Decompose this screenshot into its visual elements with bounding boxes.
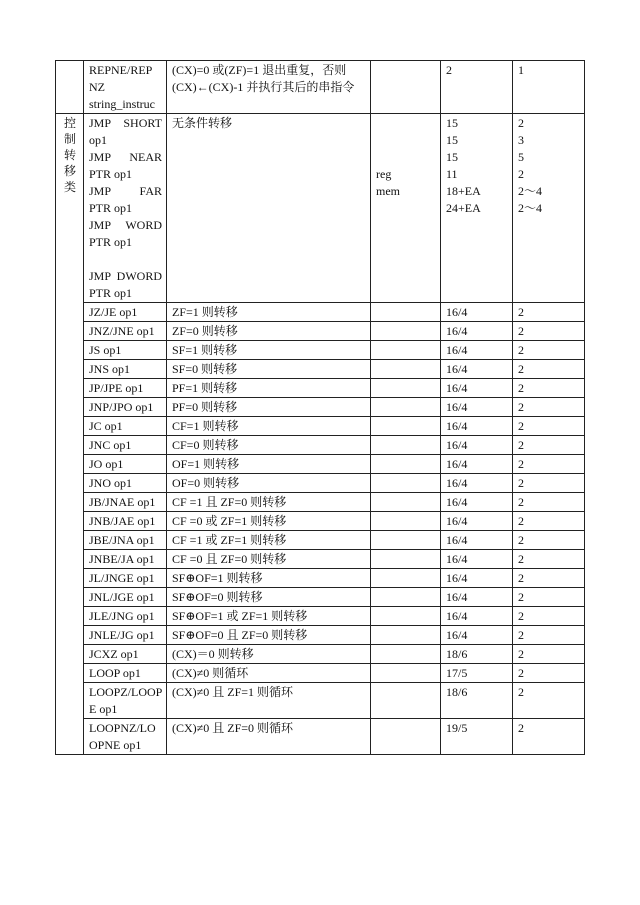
instruction-name-part: op1 xyxy=(89,133,107,147)
bytes-line: 2～4 xyxy=(518,201,543,215)
cycles-cell: 16/4 xyxy=(441,360,513,379)
cycles-cell: 18/6 xyxy=(441,683,513,719)
table-row xyxy=(56,664,585,683)
instruction-name-cell: JBE/JNA op1 xyxy=(84,531,167,550)
instruction-name-line: string_instruc xyxy=(89,97,155,111)
table-row-repne xyxy=(56,61,585,114)
instruction-name-cell xyxy=(84,683,167,719)
bytes-cell: 2 xyxy=(513,626,585,645)
table-row xyxy=(56,322,585,341)
table-row xyxy=(56,512,585,531)
operand-cell xyxy=(371,719,441,755)
cycles-cell: 16/4 xyxy=(441,322,513,341)
instruction-name-part: PTR op1 xyxy=(89,286,133,300)
cycles-cell: 16/4 xyxy=(441,417,513,436)
bytes-cell: 2 xyxy=(513,341,585,360)
instruction-name-cell: JNL/JGE op1 xyxy=(84,588,167,607)
instruction-name-cell: JNBE/JA op1 xyxy=(84,550,167,569)
instruction-name-line xyxy=(89,234,162,251)
instruction-name-cell: JS op1 xyxy=(84,341,167,360)
description-cell: CF =1 或 ZF=1 则转移 xyxy=(167,531,371,550)
bytes-cell: 2 xyxy=(513,303,585,322)
bytes-cell: 1 xyxy=(513,61,585,114)
cycles-cell: 16/4 xyxy=(441,512,513,531)
instruction-name-part: PTR op1 xyxy=(89,167,133,181)
bytes-cell: 2 xyxy=(513,398,585,417)
instruction-name-part: JMP xyxy=(89,269,112,283)
description-cell: PF=0 则转移 xyxy=(167,398,371,417)
instruction-name-line xyxy=(89,132,162,149)
cycles-cell: 16/4 xyxy=(441,550,513,569)
operand-cell xyxy=(371,683,441,719)
description-cell: SF⊕OF=1 或 ZF=1 则转移 xyxy=(167,607,371,626)
instruction-name-line xyxy=(89,115,162,132)
description-line: (CX)←(CX)-1 并执行其后的串指令 xyxy=(172,80,355,94)
instruction-table xyxy=(55,60,585,755)
operand-cell xyxy=(371,341,441,360)
bytes-cell: 2 xyxy=(513,455,585,474)
cycles-cell: 19/5 xyxy=(441,719,513,755)
description-cell: PF=1 则转移 xyxy=(167,379,371,398)
table-row xyxy=(56,607,585,626)
instruction-name-cell: JB/JNAE op1 xyxy=(84,493,167,512)
table-row xyxy=(56,436,585,455)
instruction-name-cell: JNB/JAE op1 xyxy=(84,512,167,531)
bytes-cell: 2 xyxy=(513,531,585,550)
instruction-name-cell: JP/JPE op1 xyxy=(84,379,167,398)
operand-cell xyxy=(371,61,441,114)
cycles-cell: 16/4 xyxy=(441,493,513,512)
instruction-name-part: JMP xyxy=(89,184,112,198)
table-row xyxy=(56,360,585,379)
operand-cell xyxy=(371,398,441,417)
operand-cell xyxy=(371,645,441,664)
instruction-name-cell: JNLE/JG op1 xyxy=(84,626,167,645)
instruction-name-part: JMP xyxy=(89,150,112,164)
instruction-name-cell: JZ/JE op1 xyxy=(84,303,167,322)
cycles-line: 15 xyxy=(446,150,458,164)
bytes-cell: 2 xyxy=(513,436,585,455)
instruction-name-cell: JC op1 xyxy=(84,417,167,436)
bytes-cell: 2 xyxy=(513,360,585,379)
category-char: 类 xyxy=(63,180,76,194)
bytes-cell: 2 xyxy=(513,550,585,569)
description-cell: SF=1 则转移 xyxy=(167,341,371,360)
instruction-name-line: LOOPNZ/LO xyxy=(89,721,156,735)
operand-cell xyxy=(371,455,441,474)
operand-cell xyxy=(371,493,441,512)
bytes-cell: 2 xyxy=(513,379,585,398)
blank-line xyxy=(89,251,162,268)
instruction-name-part: JMP xyxy=(89,218,112,232)
cycles-cell: 16/4 xyxy=(441,303,513,322)
category-char: 移 xyxy=(63,164,76,178)
instruction-name-line xyxy=(89,268,162,285)
description-cell: 无条件转移 xyxy=(167,114,371,303)
cycles-line: 11 xyxy=(446,167,458,181)
instruction-name-line xyxy=(89,200,162,217)
cycles-cell: 16/4 xyxy=(441,474,513,493)
operand-cell xyxy=(371,379,441,398)
description-cell: (CX)≠0 则循环 xyxy=(167,664,371,683)
bytes-line: 5 xyxy=(518,150,524,164)
cycles-cell: 16/4 xyxy=(441,569,513,588)
operand-line: mem xyxy=(376,184,400,198)
description-cell: OF=1 则转移 xyxy=(167,455,371,474)
bytes-cell: 2 xyxy=(513,645,585,664)
description-cell: CF =0 且 ZF=0 则转移 xyxy=(167,550,371,569)
bytes-cell: 2 xyxy=(513,664,585,683)
instruction-name-cell: JLE/JNG op1 xyxy=(84,607,167,626)
description-cell: OF=0 则转移 xyxy=(167,474,371,493)
instruction-name-part: JMP xyxy=(89,116,112,130)
instruction-name-part: WORD xyxy=(125,218,162,232)
cycles-cell: 17/5 xyxy=(441,664,513,683)
description-cell: SF⊕OF=0 且 ZF=0 则转移 xyxy=(167,626,371,645)
table-row xyxy=(56,379,585,398)
instruction-name-part: PTR op1 xyxy=(89,235,133,249)
operand-cell xyxy=(371,607,441,626)
bytes-cell: 2 xyxy=(513,607,585,626)
operand-cell xyxy=(371,569,441,588)
category-char: 制 xyxy=(63,132,76,146)
bytes-cell: 2 xyxy=(513,474,585,493)
operand-cell xyxy=(371,303,441,322)
table-row xyxy=(56,588,585,607)
description-cell: CF=1 则转移 xyxy=(167,417,371,436)
operand-cell xyxy=(371,436,441,455)
instruction-name-cell: JNC op1 xyxy=(84,436,167,455)
instruction-name-cell: JO op1 xyxy=(84,455,167,474)
operand-cell xyxy=(371,512,441,531)
description-cell: CF =0 或 ZF=1 则转移 xyxy=(167,512,371,531)
cycles-cell: 16/4 xyxy=(441,626,513,645)
table-row xyxy=(56,417,585,436)
operand-line xyxy=(376,115,436,132)
table-row xyxy=(56,474,585,493)
table-row-jmp xyxy=(56,114,585,303)
bytes-cell: 2 xyxy=(513,493,585,512)
bytes-cell: 2 xyxy=(513,417,585,436)
instruction-name-line xyxy=(89,183,162,200)
table-row xyxy=(56,493,585,512)
cycles-cell: 16/4 xyxy=(441,379,513,398)
operand-cell xyxy=(371,360,441,379)
instruction-name-cell: JNP/JPO op1 xyxy=(84,398,167,417)
operand-line xyxy=(376,132,436,149)
category-cell-empty xyxy=(56,61,84,114)
instruction-name-line xyxy=(89,166,162,183)
operand-cell xyxy=(371,588,441,607)
cycles-cell: 16/4 xyxy=(441,341,513,360)
operand-line xyxy=(376,149,436,166)
bytes-cell: 2 xyxy=(513,569,585,588)
category-char: 转 xyxy=(63,148,76,162)
instruction-name-part: FAR xyxy=(139,184,162,198)
cycles-cell: 18/6 xyxy=(441,645,513,664)
instruction-name-part: NEAR xyxy=(129,150,162,164)
bytes-cell: 2 xyxy=(513,322,585,341)
description-line: (CX)=0 或(ZF)=1 退出重复，否则 xyxy=(172,63,347,77)
table-row xyxy=(56,626,585,645)
description-cell: (CX)≠0 且 ZF=0 则循环 xyxy=(167,719,371,755)
instruction-name-cell xyxy=(84,719,167,755)
table-row xyxy=(56,683,585,719)
cycles-cell xyxy=(441,114,513,303)
cycles-line: 18+EA xyxy=(446,184,481,198)
bytes-cell: 2 xyxy=(513,588,585,607)
instruction-name-part: DWORD xyxy=(116,269,162,283)
cycles-line: 15 xyxy=(446,133,458,147)
instruction-name-cell: JL/JNGE op1 xyxy=(84,569,167,588)
cycles-cell: 16/4 xyxy=(441,398,513,417)
instruction-name-line: E op1 xyxy=(89,702,118,716)
table-row xyxy=(56,719,585,755)
instruction-name-cell: JNO op1 xyxy=(84,474,167,493)
bytes-line: 2～4 xyxy=(518,184,543,198)
instruction-name-cell: JNS op1 xyxy=(84,360,167,379)
description-cell: (CX)≠0 且 ZF=1 则循环 xyxy=(167,683,371,719)
description-cell: CF =1 且 ZF=0 则转移 xyxy=(167,493,371,512)
cycles-line: 24+EA xyxy=(446,201,481,215)
table-row xyxy=(56,645,585,664)
table-row xyxy=(56,341,585,360)
description-cell xyxy=(167,61,371,114)
instruction-name-cell xyxy=(84,61,167,114)
bytes-line: 2 xyxy=(518,116,524,130)
description-cell: ZF=1 则转移 xyxy=(167,303,371,322)
instruction-name-line: OPNE op1 xyxy=(89,738,142,752)
instruction-name-part: SHORT xyxy=(123,116,162,130)
operand-cell xyxy=(371,531,441,550)
cycles-cell: 16/4 xyxy=(441,531,513,550)
table-row xyxy=(56,550,585,569)
bytes-cell: 2 xyxy=(513,683,585,719)
category-char: 控 xyxy=(63,116,76,130)
cycles-cell: 2 xyxy=(441,61,513,114)
bytes-line: 3 xyxy=(518,133,524,147)
operand-cell xyxy=(371,626,441,645)
cycles-line: 15 xyxy=(446,116,458,130)
description-cell: SF⊕OF=1 则转移 xyxy=(167,569,371,588)
table-row xyxy=(56,455,585,474)
operand-cell xyxy=(371,417,441,436)
bytes-line: 2 xyxy=(518,167,524,181)
table-row xyxy=(56,398,585,417)
operand-cell xyxy=(371,322,441,341)
operand-cell xyxy=(371,664,441,683)
cycles-cell: 16/4 xyxy=(441,436,513,455)
instruction-name-cell: JCXZ op1 xyxy=(84,645,167,664)
description-cell: SF=0 则转移 xyxy=(167,360,371,379)
instruction-name-line xyxy=(89,217,162,234)
instruction-name-part: PTR op1 xyxy=(89,201,133,215)
operand-cell xyxy=(371,474,441,493)
instruction-name-cell xyxy=(84,114,167,303)
cycles-cell: 16/4 xyxy=(441,588,513,607)
description-cell: (CX)＝0 则转移 xyxy=(167,645,371,664)
instruction-table-body xyxy=(56,61,585,755)
cycles-cell: 16/4 xyxy=(441,607,513,626)
operand-line: reg xyxy=(376,167,392,181)
table-row xyxy=(56,569,585,588)
bytes-cell: 2 xyxy=(513,512,585,531)
table-row xyxy=(56,531,585,550)
table-row xyxy=(56,303,585,322)
category-cell xyxy=(56,114,84,755)
instruction-name-cell: LOOP op1 xyxy=(84,664,167,683)
instruction-name-cell: JNZ/JNE op1 xyxy=(84,322,167,341)
instruction-name-line xyxy=(89,285,162,302)
operand-cell xyxy=(371,114,441,303)
instruction-name-line xyxy=(89,149,162,166)
description-cell: CF=0 则转移 xyxy=(167,436,371,455)
instruction-name-line: REPNE/REP xyxy=(89,63,153,77)
cycles-cell: 16/4 xyxy=(441,455,513,474)
operand-cell xyxy=(371,550,441,569)
instruction-name-line: LOOPZ/LOOP xyxy=(89,685,163,699)
bytes-cell: 2 xyxy=(513,719,585,755)
instruction-name-line: NZ xyxy=(89,80,105,94)
description-cell: SF⊕OF=0 则转移 xyxy=(167,588,371,607)
description-cell: ZF=0 则转移 xyxy=(167,322,371,341)
bytes-cell xyxy=(513,114,585,303)
